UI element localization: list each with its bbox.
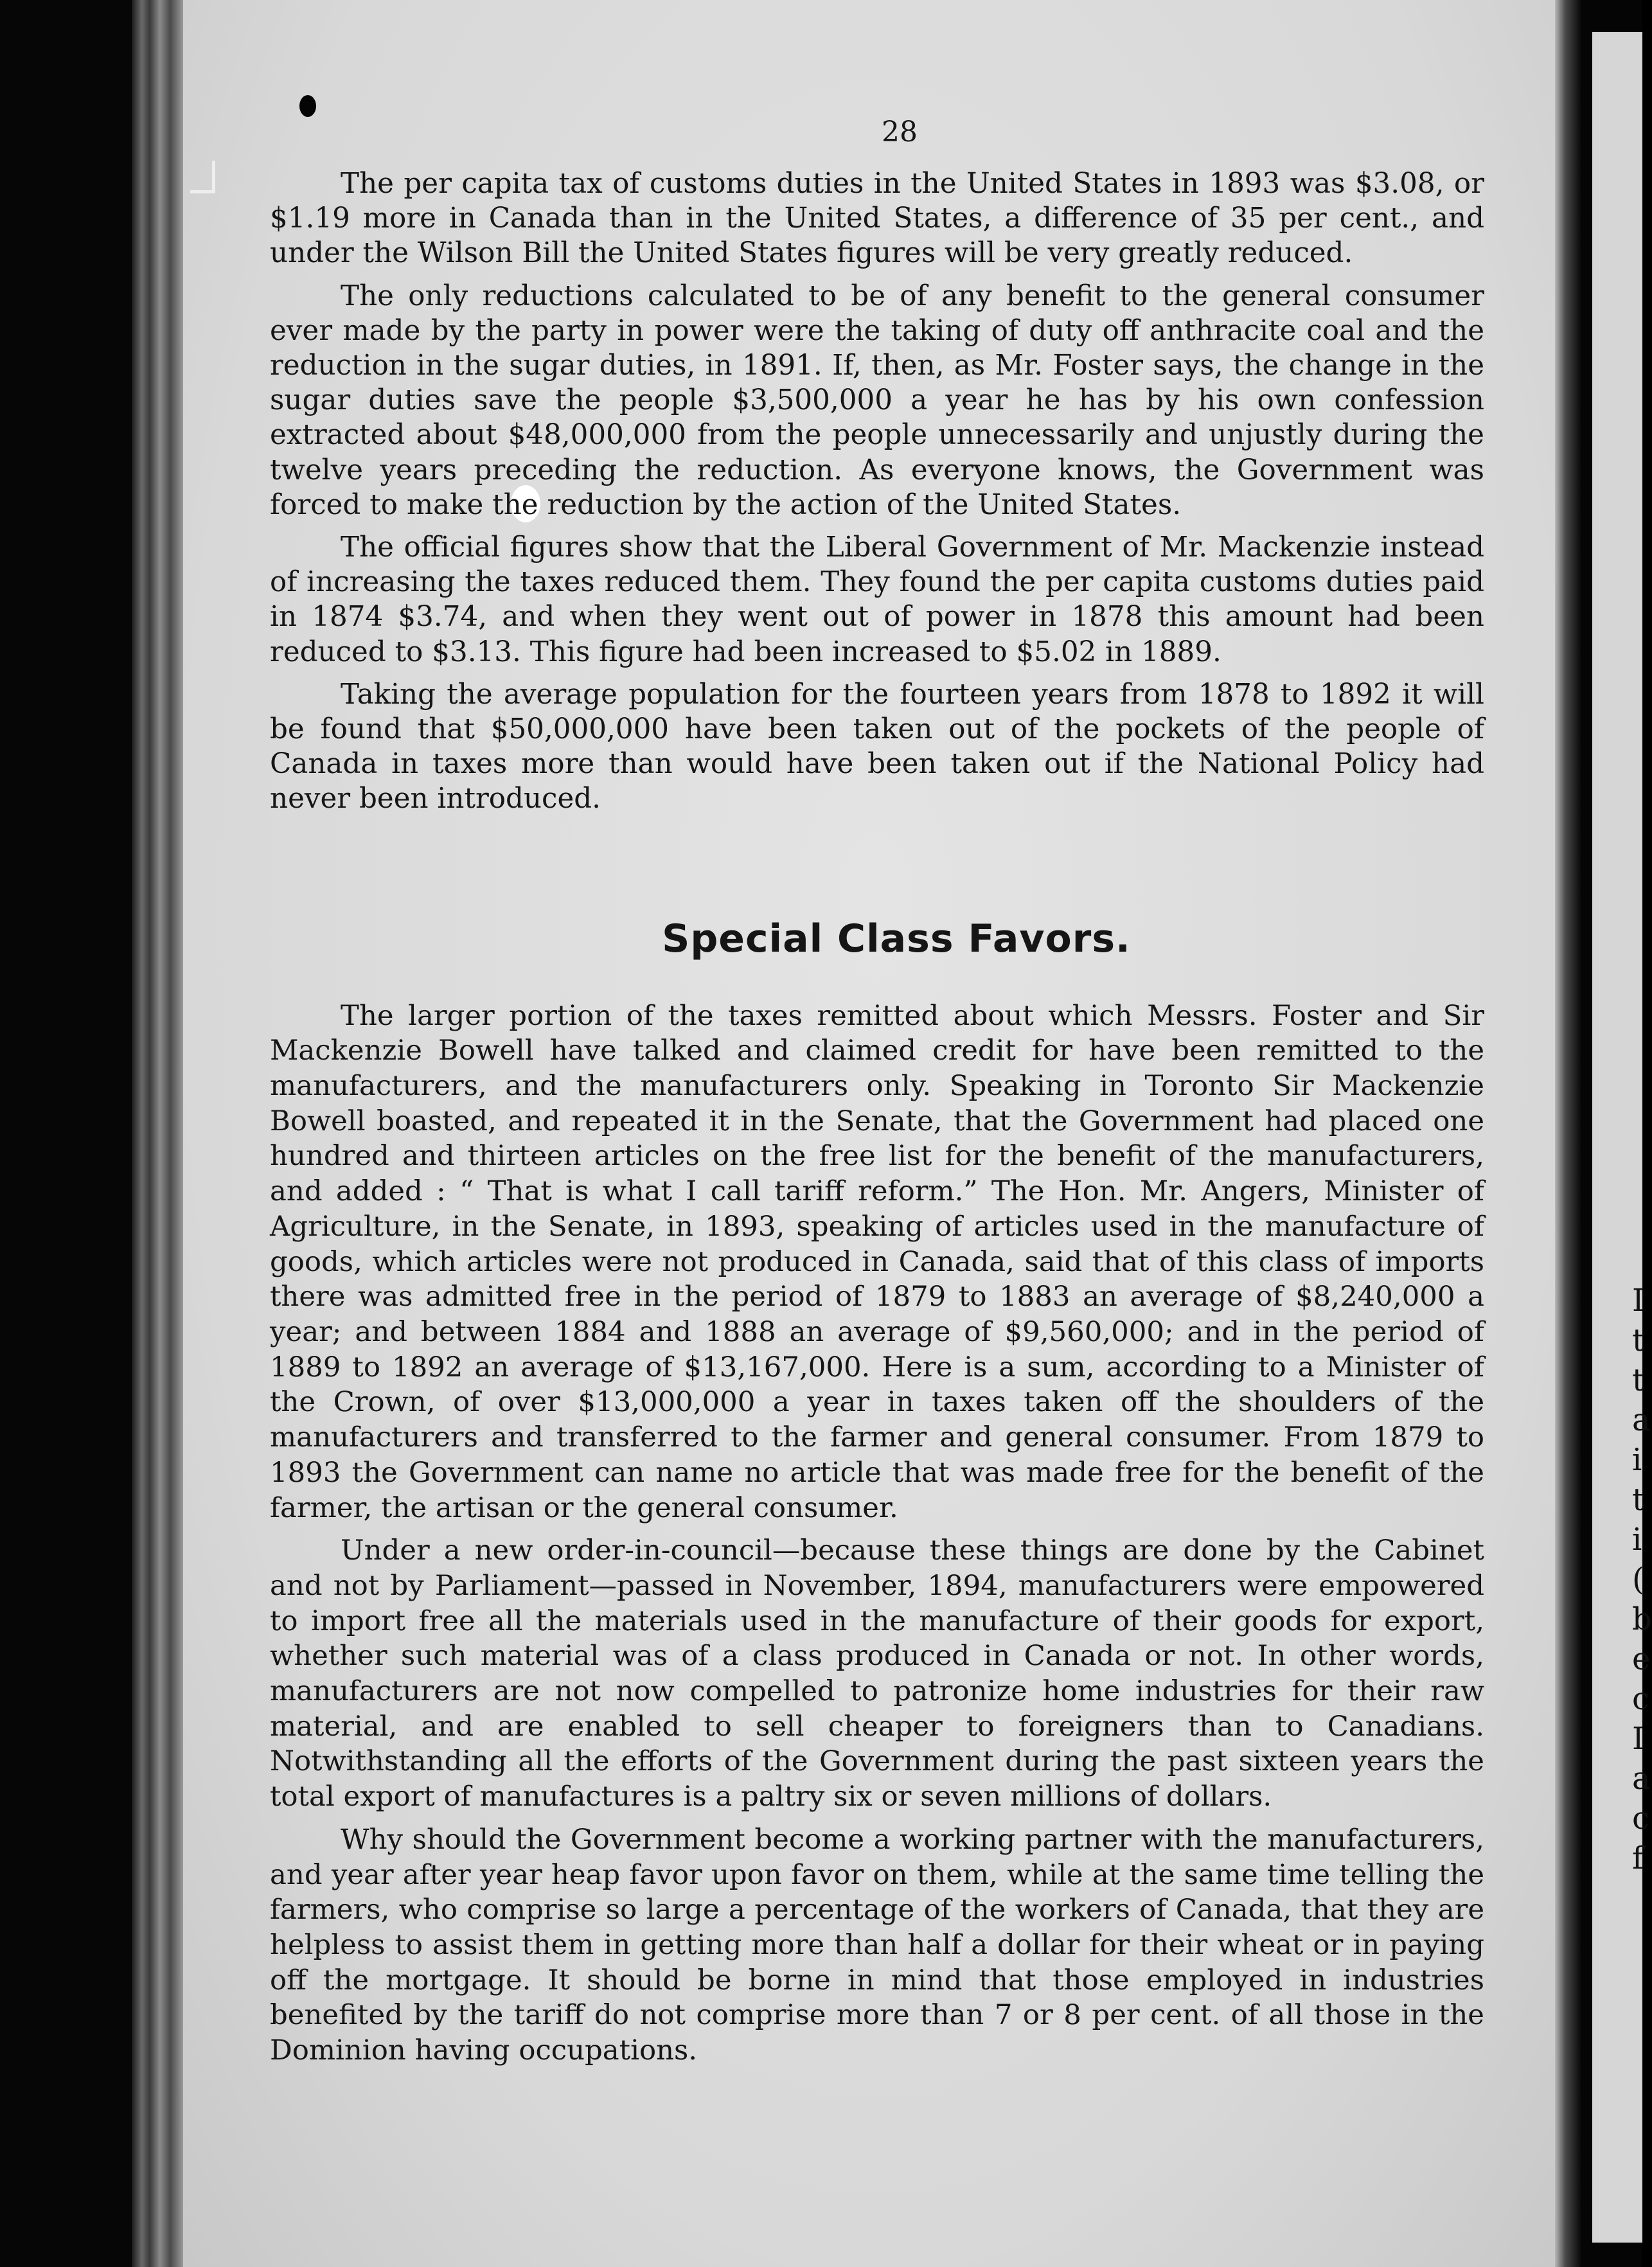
paragraph: The official figures show that the Liberal Government of Mr. Mackenzie instead of increasing the taxes reduced them. They found the per capita customs duties paid in 1874 $3.74, and when they went out of power in 1878 this amount had been reduced to $3.13. This figure had been increased to $5.02 in 1889. [270, 531, 1484, 668]
intro-section [270, 166, 1484, 817]
adjacent-page-sliver [1592, 32, 1645, 2243]
adjacent-page-letter: t [1632, 1362, 1645, 1398]
page-number: 28 [882, 116, 918, 148]
adjacent-page-letter: t [1632, 1482, 1645, 1518]
adjacent-page-letter: i [1632, 1442, 1642, 1478]
paragraph: The larger portion of the taxes remitted about which Messrs. Foster and Sir Mackenzie Bowell have talked and claimed credit for have been remitted to the manufacturers, and the manufacturers only. Speaking in Toronto Sir Mackenzie Bowell boasted, and repeated it in the Senate, that the Government had placed one hundred and thirteen articles on the free list for the benefit of the manufacturers, and added : “ That is what I call tariff reform.” The Hon. Mr. Angers, Minister of Agriculture, in the Senate, in 1893, speaking of articles used in the manufacture of goods, which articles were not produced in Canada, said that of this class of imports there was admitted free in the period of 1879 to 1883 an average of $8,240,000 a year; and between 1884 and 1888 an average of $9,560,000; and in the period of 1889 to 1892 an average of $13,167,000. Here is a sum, according to a Minister of the Crown, of over $13,000,000 a year in taxes taken off the shoulders of the manufacturers and transferred to the farmer and general consumer. From 1879 to 1893 the Government can name no article that was made free for the benefit of the farmer, the artisan or the general consumer. [270, 999, 1484, 1524]
page-gutter [1555, 0, 1581, 2267]
adjacent-page-letter: I [1632, 1721, 1644, 1757]
adjacent-page-letter: e [1632, 1641, 1651, 1677]
paragraph: The per capita tax of customs duties in the United States in 1893 was $3.08, or $1.19 more in Canada than in the United States, a difference of 35 per cent., and under the Wilson Bill the United States figures will be very greatly reduced. [270, 168, 1484, 270]
adjacent-page-letter: a [1632, 1761, 1651, 1797]
adjacent-page-letter: I [1632, 1283, 1644, 1319]
adjacent-page-letter: c [1632, 1681, 1649, 1717]
paragraph: Under a new order-in-council—because these things are done by the Cabinet and not by Parliament—passed in November, 1894, manufacturers were empowered to import free all the materials used in the manufacture of their goods for export, whether such material was of a class produced in Canada or not. In other words, manufacturers are not now compelled to patronize home industries for their raw material, and are enabled to sell cheaper to foreigners than to Canadians. Notwithstanding all the efforts of the Government during the past sixteen years the total export of manufactures is a paltry six or seven millions of dollars. [270, 1534, 1484, 1813]
paragraph: The only reductions calculated to be of any benefit to the general consumer ever made by the party in power were the taking of duty off anthracite coal and the reduction in the sugar duties, in 1891. If, then, as Mr. Foster says, the change in the sugar duties save the people $3,500,000 a year he has by his own confession extracted about $48,000,000 from the people unnecessarily and unjustly during the twelve years preceding the reduction. As everyone knows, the Government was forced to make the reduction by the action of the United States. [270, 280, 1484, 521]
adjacent-page-letter: f [1632, 1840, 1644, 1876]
adjacent-page-letter: a [1632, 1402, 1651, 1438]
paragraph: Taking the average population for the fourteen years from 1878 to 1892 it will be found that $50,000,000 have been taken out of the pockets of the people of Canada in taxes more than would have been taken out if the National Policy had never been introduced. [270, 678, 1484, 815]
adjacent-page-letter: i [1632, 1522, 1642, 1558]
page-content [270, 116, 1484, 2076]
adjacent-page-letter: t [1632, 1322, 1645, 1358]
margin-corner-mark [190, 161, 215, 193]
adjacent-page-letter: b [1632, 1601, 1652, 1637]
section-heading: Special Class Favors. [662, 916, 1131, 961]
special-class-favors-section [270, 999, 1484, 2068]
page-stack-edge [132, 0, 183, 2267]
punch-hole-mark [299, 95, 316, 117]
adjacent-page-letter: ( [1632, 1561, 1644, 1597]
adjacent-page-letter: c [1632, 1800, 1649, 1836]
paragraph: Why should the Government become a working partner with the manufacturers, and year after year heap favor upon favor on them, while at the same time telling the farmers, who comprise so large a percentage of the workers of Canada, that they are helpless to assist them in getting more than half a dollar for their wheat or in paying off the mortgage. It should be borne in mind that those employed in industries benefited by the tariff do not comprise more than 7 or 8 per cent. of all those in the Dominion having occupations. [270, 1823, 1484, 2067]
